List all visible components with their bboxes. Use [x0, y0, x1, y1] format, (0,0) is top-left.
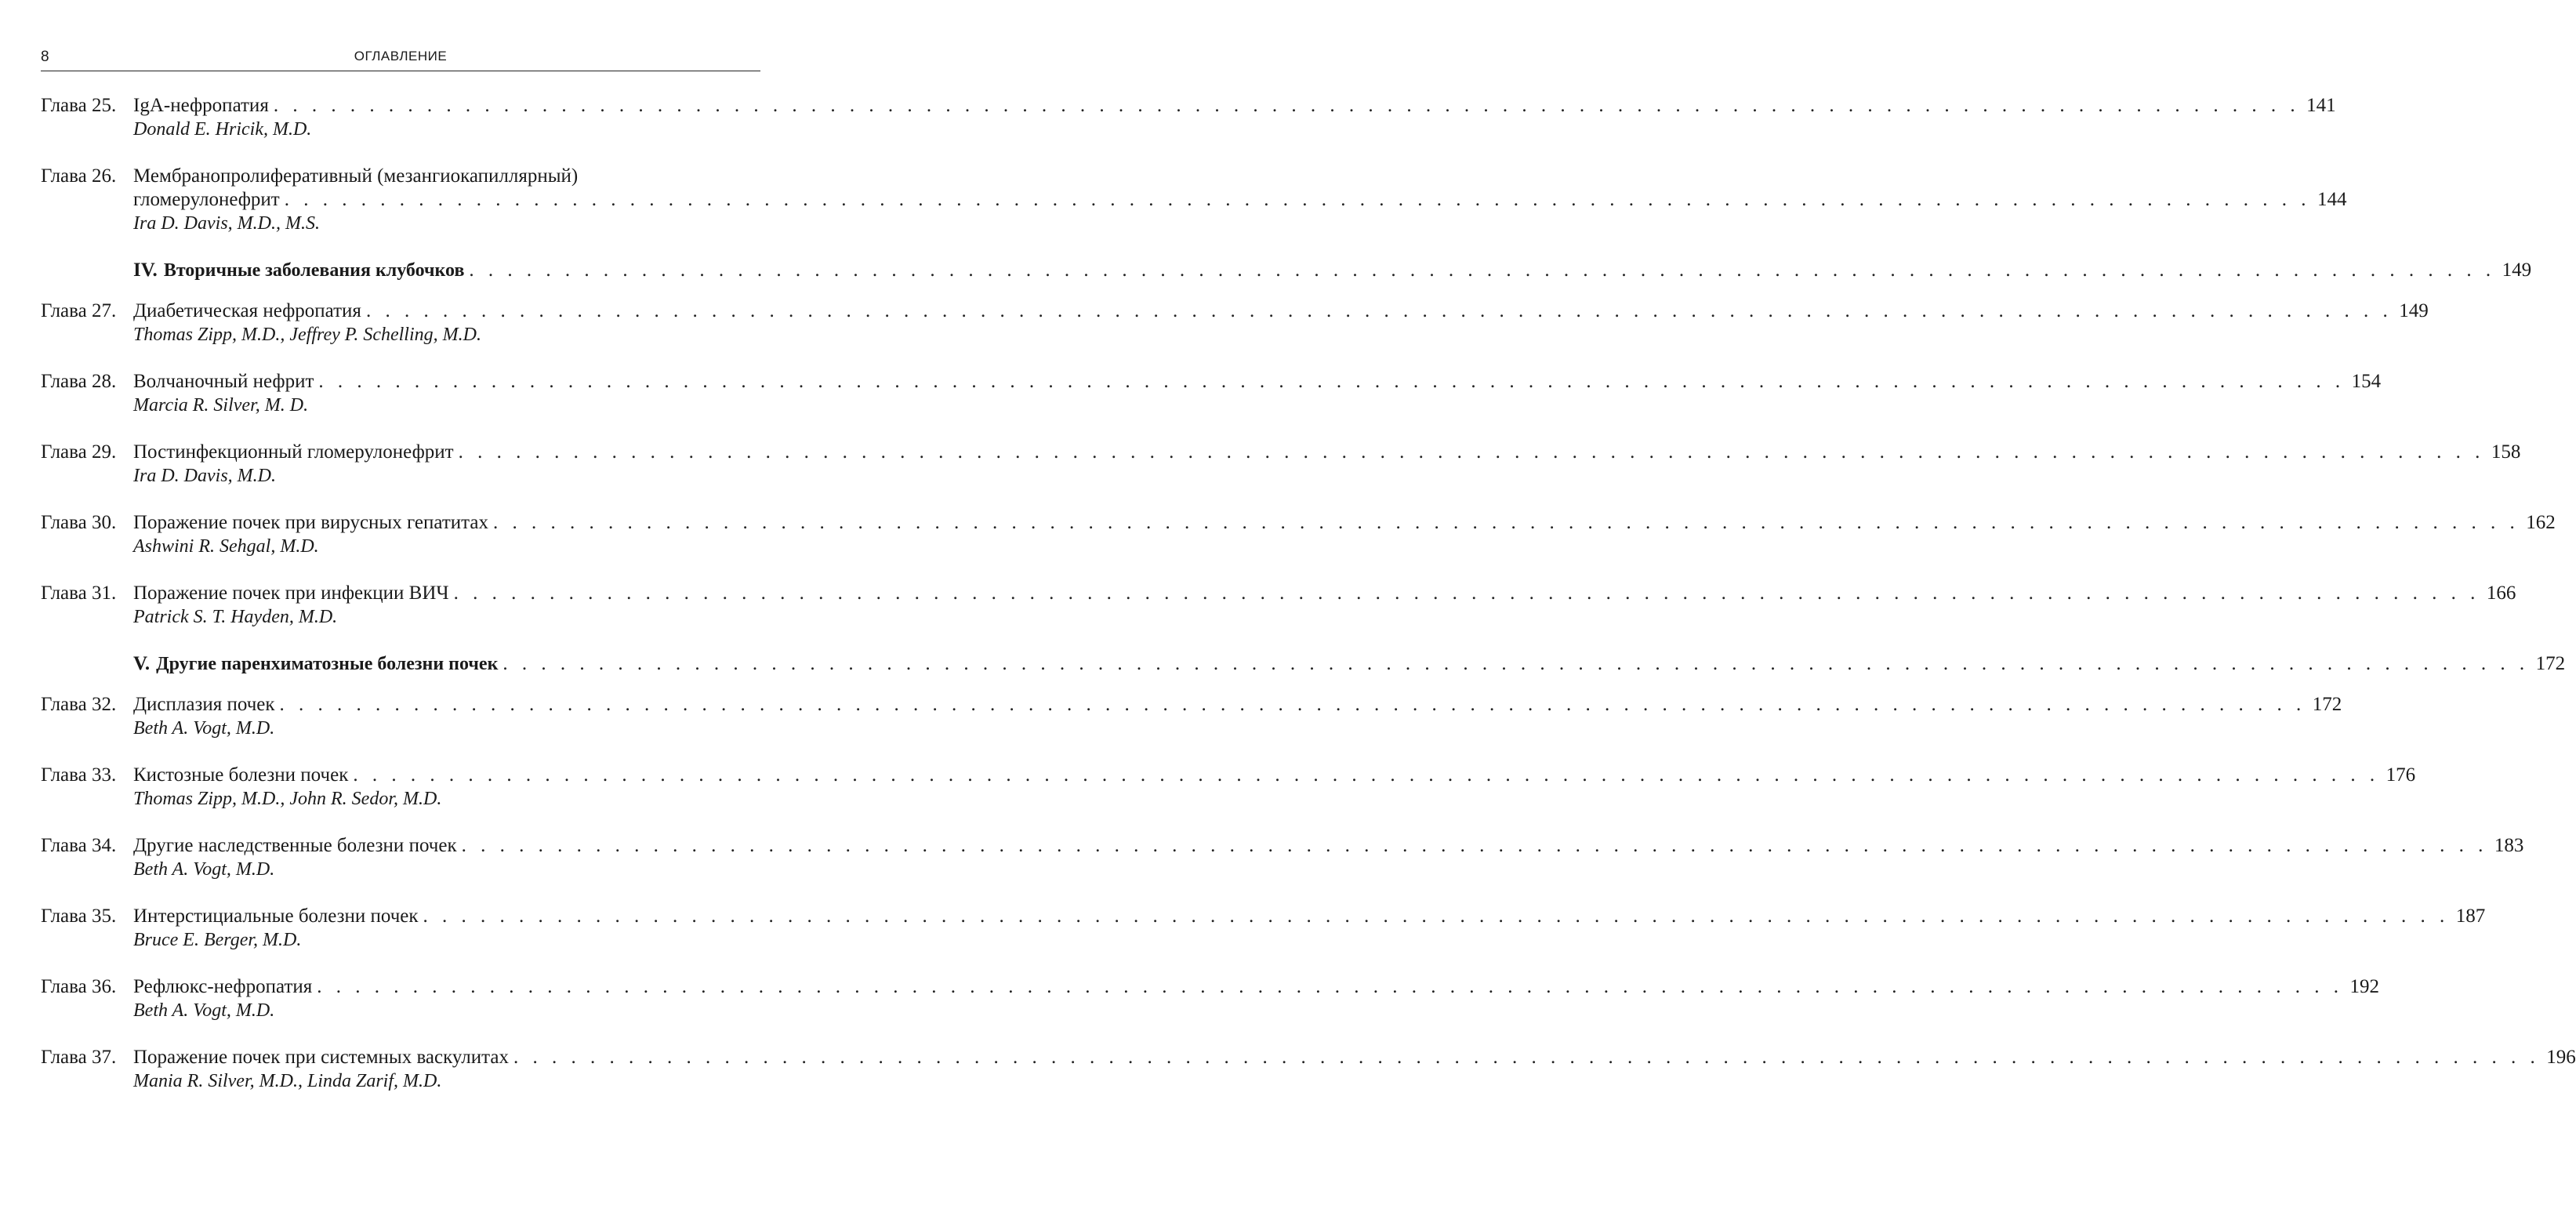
chapter-title[interactable]: Поражение почек при вирусных гепатитах [133, 512, 488, 533]
page-ref: 149 [2502, 260, 2532, 281]
chapter-title[interactable]: Интерстициальные болезни почек [133, 906, 419, 927]
running-title: ОГЛАВЛЕНИЕ [354, 49, 448, 64]
page-ref: 144 [2317, 189, 2347, 210]
chapter-author: Ashwini R. Sehgal, M.D. [133, 536, 319, 557]
chapter-label: Глава 26. [41, 165, 117, 187]
chapter-author: Ira D. Davis, M.D. [133, 466, 276, 486]
chapter-title[interactable]: Кистозные болезни почек [133, 764, 349, 786]
chapter-label: Глава 30. [41, 512, 117, 533]
page-ref: 172 [2312, 694, 2342, 715]
toc-entry-chapter-36[interactable] [41, 975, 2380, 1022]
dot-leader [423, 905, 2450, 928]
chapter-author: Beth A. Vogt, M.D. [133, 859, 275, 880]
chapter-label: Глава 36. [41, 976, 117, 997]
toc-entry-chapter-25[interactable] [41, 94, 2336, 141]
dot-leader [459, 441, 2485, 464]
chapter-label: Глава 27. [41, 300, 117, 321]
chapter-author: Thomas Zipp, M.D., John R. Sedor, M.D. [133, 789, 442, 809]
chapter-author: Beth A. Vogt, M.D. [133, 1000, 275, 1021]
chapter-author: Thomas Zipp, M.D., Jeffrey P. Schelling, M.D. [133, 325, 481, 345]
chapter-author: Mania R. Silver, M.D., Linda Zarif, M.D. [133, 1071, 442, 1091]
toc-section-v[interactable] [41, 652, 2566, 676]
toc-entry-chapter-31[interactable] [41, 582, 2516, 629]
chapter-title[interactable]: Мембранопролиферативный (мезангиокапиллярный) [133, 165, 579, 187]
chapter-author: Beth A. Vogt, M.D. [133, 718, 275, 739]
chapter-title[interactable]: Рефлюкс-нефропатия [133, 976, 313, 997]
toc-entry-chapter-33[interactable] [41, 764, 2416, 811]
dot-leader [493, 511, 2520, 535]
page-ref: 196 [2546, 1047, 2576, 1068]
dot-leader [274, 94, 2300, 118]
chapter-title-continued[interactable]: гломерулонефрит [133, 189, 280, 210]
toc-entry-chapter-29[interactable] [41, 441, 2521, 488]
dot-leader [513, 1046, 2540, 1069]
page-ref: 187 [2455, 906, 2486, 927]
toc-section-iv[interactable] [41, 259, 2532, 282]
dot-leader [318, 370, 2345, 394]
dot-leader [366, 299, 2393, 323]
dot-leader [469, 259, 2495, 282]
section-title[interactable]: Другие паренхиматозные болезни почек [156, 654, 499, 674]
chapter-author: Bruce E. Berger, M.D. [133, 930, 302, 950]
page-ref: 192 [2349, 976, 2380, 997]
section-numeral: IV. [133, 260, 158, 281]
chapter-label: Глава 35. [41, 906, 117, 927]
chapter-label: Глава 33. [41, 764, 117, 786]
dot-leader [462, 834, 2488, 858]
chapter-label: Глава 31. [41, 583, 117, 604]
chapter-title[interactable]: Другие наследственные болезни почек [133, 835, 457, 856]
table-of-contents [41, 94, 2576, 1116]
toc-entry-chapter-34[interactable] [41, 834, 2524, 881]
page-ref: 166 [2486, 583, 2516, 604]
chapter-author: Donald E. Hricik, M.D. [133, 119, 312, 140]
chapter-label: Глава 37. [41, 1047, 117, 1068]
toc-entry-chapter-35[interactable] [41, 905, 2486, 952]
chapter-title[interactable]: Поражение почек при инфекции ВИЧ [133, 583, 449, 604]
section-numeral: V. [133, 653, 151, 674]
page-ref: 154 [2351, 371, 2382, 392]
section-title[interactable]: Вторичные заболевания клубочков [163, 260, 465, 281]
page-ref: 183 [2494, 835, 2524, 856]
chapter-author: Marcia R. Silver, M. D. [133, 395, 309, 416]
page-ref: 149 [2399, 300, 2429, 321]
toc-entry-chapter-26[interactable] [41, 165, 2347, 235]
page-ref: 172 [2535, 653, 2566, 674]
chapter-label: Глава 34. [41, 835, 117, 856]
toc-entry-chapter-32[interactable] [41, 693, 2342, 740]
toc-entry-chapter-27[interactable] [41, 299, 2429, 347]
page-header [41, 45, 760, 71]
chapter-title[interactable]: Диабетическая нефропатия [133, 300, 361, 321]
chapter-title[interactable]: IgA-нефропатия [133, 95, 269, 116]
chapter-title[interactable]: Волчаночный нефрит [133, 371, 314, 392]
dot-leader [280, 693, 2306, 717]
chapter-label: Глава 32. [41, 694, 117, 715]
dot-leader [317, 975, 2343, 999]
page-ref: 141 [2306, 95, 2336, 116]
page-ref: 162 [2526, 512, 2556, 533]
toc-entry-chapter-30[interactable] [41, 511, 2556, 558]
chapter-label: Глава 25. [41, 95, 117, 116]
dot-leader [285, 188, 2311, 212]
toc-entry-chapter-37[interactable] [41, 1046, 2576, 1093]
chapter-label: Глава 29. [41, 441, 117, 463]
dot-leader [503, 652, 2529, 676]
dot-leader [353, 764, 2379, 787]
chapter-title[interactable]: Поражение почек при системных васкулитах [133, 1047, 509, 1068]
chapter-author: Ira D. Davis, M.D., M.S. [133, 213, 320, 234]
toc-entry-chapter-28[interactable] [41, 370, 2382, 417]
page-number: 8 [41, 49, 49, 65]
chapter-title[interactable]: Постинфекционный гломерулонефрит [133, 441, 454, 463]
page-ref: 176 [2386, 764, 2416, 786]
chapter-author: Patrick S. T. Hayden, M.D. [133, 607, 338, 627]
chapter-label: Глава 28. [41, 371, 117, 392]
chapter-title[interactable]: Дисплазия почек [133, 694, 275, 715]
dot-leader [454, 582, 2480, 605]
page-ref: 158 [2491, 441, 2521, 463]
